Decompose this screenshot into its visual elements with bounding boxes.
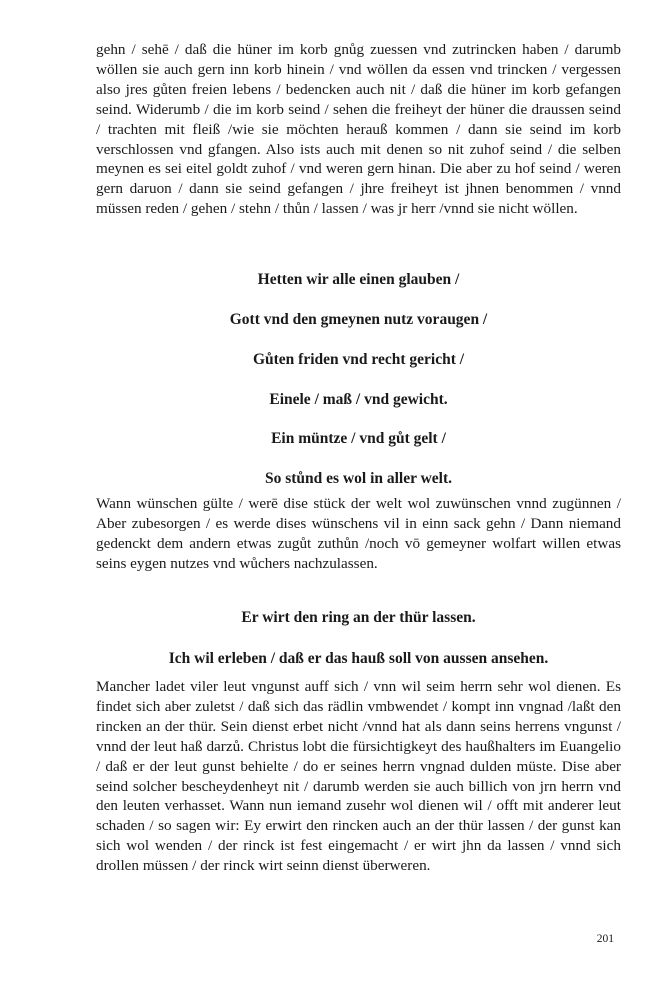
proverb-heading: Er wirt den ring an der thür lassen. [241, 609, 476, 626]
verse-line: So stůnd es wol in aller welt. [264, 470, 453, 487]
verse-line: Einele / maß / vnd gewicht. [269, 391, 448, 408]
verse-line: Ein müntze / vnd gůt gelt / [271, 430, 446, 447]
page-number: 201 [596, 933, 614, 945]
verse-line: Gůten friden vnd recht gericht / [252, 351, 465, 368]
verse-line: Gott vnd den gmeynen nutz voraugen / [229, 311, 488, 328]
paragraph-ring: Mancher ladet viler leut vngunst auff sich / vnn wil seim herrn sehr wol dienen. Es findet sich aber zuletst / daß sich das rädlin vmbwendet / kompt inn vngnad /laßt den rincken an der thür. Sein dienst erbet nicht /vnnd hat als dann seins herrens vngunst / vnnd der leut haß darzů. Christus lobt die fürsichtigkeyt des haußhalters im Euangelio / daß er der leut gunst behielte / do er seines herrn vngnad dulden müste. Dise aber seind solcher bescheydenheyt nit / darumb werden sie auch billich von jrn herrn vnd den leuten verhasset. Wann nun iemand zusehr wol dienen wil / offt mit anderer leut schaden / so sagen wir: Ey erwirt den rincken auch an der thür lassen / der gunst kan sich wol wenden / der rinck ist fest eingemacht / er wirt jhn da lassen / vnnd sich drollen müssen / der rinck wirt seinn dienst überweren. [96, 678, 621, 875]
paragraph-court-life: gehn / sehē / daß die hüner im korb gnůg zuessen vnd zutrincken haben / darumb wöllen sie auch gern inn korb hinein / vnd wöllen da essen vnd trincken / vergessen also jres gůten freien lebens / bedencken auch nit / daß die hüner im korb gefangen seind. Widerumb / die im korb seind / sehen die freiheyt der hüner die draussen seind / trachten mit fleiß /wie sie möchten herauß kommen / dann sie seind im korb verschlossen vnd gfangen. Also ists auch mit denen so nit zuhof seind / die selben meynen es sei eitel goldt zuhof / vnd weren gern hinan. Die aber zu hof seind / weren gern daruon / dann sie seind gefangen / jhre freiheyt ist jhnen benommen / vnnd müssen reden / gehen / stehn / thůn / lassen / was jr herr /vnnd sie nicht wöllen. [96, 41, 621, 218]
proverb-heading: Ich wil erleben / daß er das hauß soll von aussen ansehen. [168, 650, 549, 667]
paragraph-wishes: Wann wünschen gülte / werē dise stück der welt wol zuwünschen vnnd zugünnen / Aber zubesorgen / es werde dises wünschens vil in einn sack gehn / Dann niemand gedenckt dem andern etwas zugůt zuthůn /noch vō gemeyner wolfart willen etwas seins eygen nutzes vnd wůchers nachzulassen. [96, 495, 621, 572]
verse-line: Hetten wir alle einen glauben / [257, 271, 460, 288]
